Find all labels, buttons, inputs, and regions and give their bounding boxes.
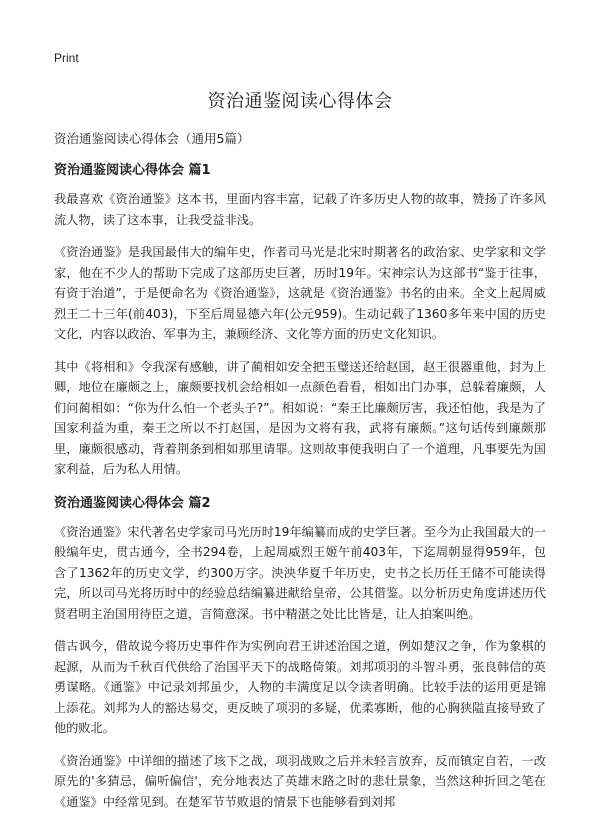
section-1 xyxy=(54,161,546,480)
print-link[interactable]: Print xyxy=(54,51,79,65)
paragraph: 《资治通鉴》中详细的描述了垓下之战，项羽战败之后并未轻言放弃，反而镇定自若，一改原先的'多猜忌，偏听偏信'，充分地表达了英雄末路之时的悲壮景象，当然这种折回之笔在《通鉴》中经常见到。在楚军节节败退的情景下也能够看到刘邦 xyxy=(54,753,546,809)
document-subtitle: 资治通鉴阅读心得体会（通用5篇） xyxy=(54,131,250,146)
section-heading: 资治通鉴阅读心得体会 篇1 xyxy=(54,163,211,178)
paragraph: 我最喜欢《资治通鉴》这本书，里面内容丰富，记载了许多历史人物的故事，赞扬了许多风流人物，读了这本事，让我受益非浅。 xyxy=(54,192,546,227)
paragraph: 《资治通鉴》是我国最伟大的编年史，作者司马光是北宋时期著名的政治家、史学家和文学家，他在不少人的帮助下完成了这部历史巨著，历时19年。宋神宗认为这部书“鉴于往事，有资于治道”，于是便命名为《资治通鉴》，这就是《资治通鉴》书名的由来。全文上起周威烈王二十三年(前403)，下至后周显德六年(公元959)。生动记载了1360多年来中国的历史文化，内容以政治、军事为主，兼顾经济、文化等方面的历史文化知识。 xyxy=(54,245,546,341)
page-title: 资治通鉴阅读心得体会 xyxy=(207,91,393,112)
section-2 xyxy=(54,494,546,813)
paragraph: 其中《将相和》令我深有感触，讲了蔺相如安全把玉璧送还给赵国，赵王很器重他，封为上卿，地位在廉颇之上，廉颇要找机会给相如一点颜色看看，相如出门办事，总躲着廉颇，人们问蔺相如：“你为什么怕一个老头子?”。相如说：“秦王比廉颇厉害，我还怕他，我是为了国家利益为重，秦王之所以不打赵国，是因为文将有我，武将有廉颇。”这句话传到廉颇那里，廉颇很感动，背着荆条到相如那里请罪。这则故事使我明白了一个道理，凡事要先为国家利益，后为私人用情。 xyxy=(54,359,546,476)
section-heading: 资治通鉴阅读心得体会 篇2 xyxy=(54,495,211,511)
paragraph: 《资治通鉴》宋代著名史学家司马光历时19年编纂而成的史学巨著。至今为止我国最大的一般编年史，贯古通今，全书294卷，上起周威烈王姬午前403年，下迄周朝显得959年，包含了1362年的历史文学，约300万字。泱泱华夏千年历史，史书之长历任王储不可能读得完，所以司马光将历时中的经验总结编纂进献给皇帝，公其借鉴。以分析历史角度讲述历代贤君明主治国用待臣之道，言简意深。书中精湛之处比比皆是，让人拍案叫绝。 xyxy=(54,524,546,621)
paragraph: 借古讽今，借故说今将历史事件作为实例向君王讲述治国之道，例如楚汉之争，作为象棋的起源，从而为千秋百代供给了治国平天下的战略倚策。刘邦项羽的斗智斗勇，张良韩信的英勇谋略。《通鉴》中记录刘邦虽少，人物的丰满度足以令读者明确。比较手法的运用更是锦上添花。刘邦为人的豁达易交，更反映了项羽的多疑，优柔寡断，他的心胸狭隘直接导致了他的败北。 xyxy=(54,639,546,735)
